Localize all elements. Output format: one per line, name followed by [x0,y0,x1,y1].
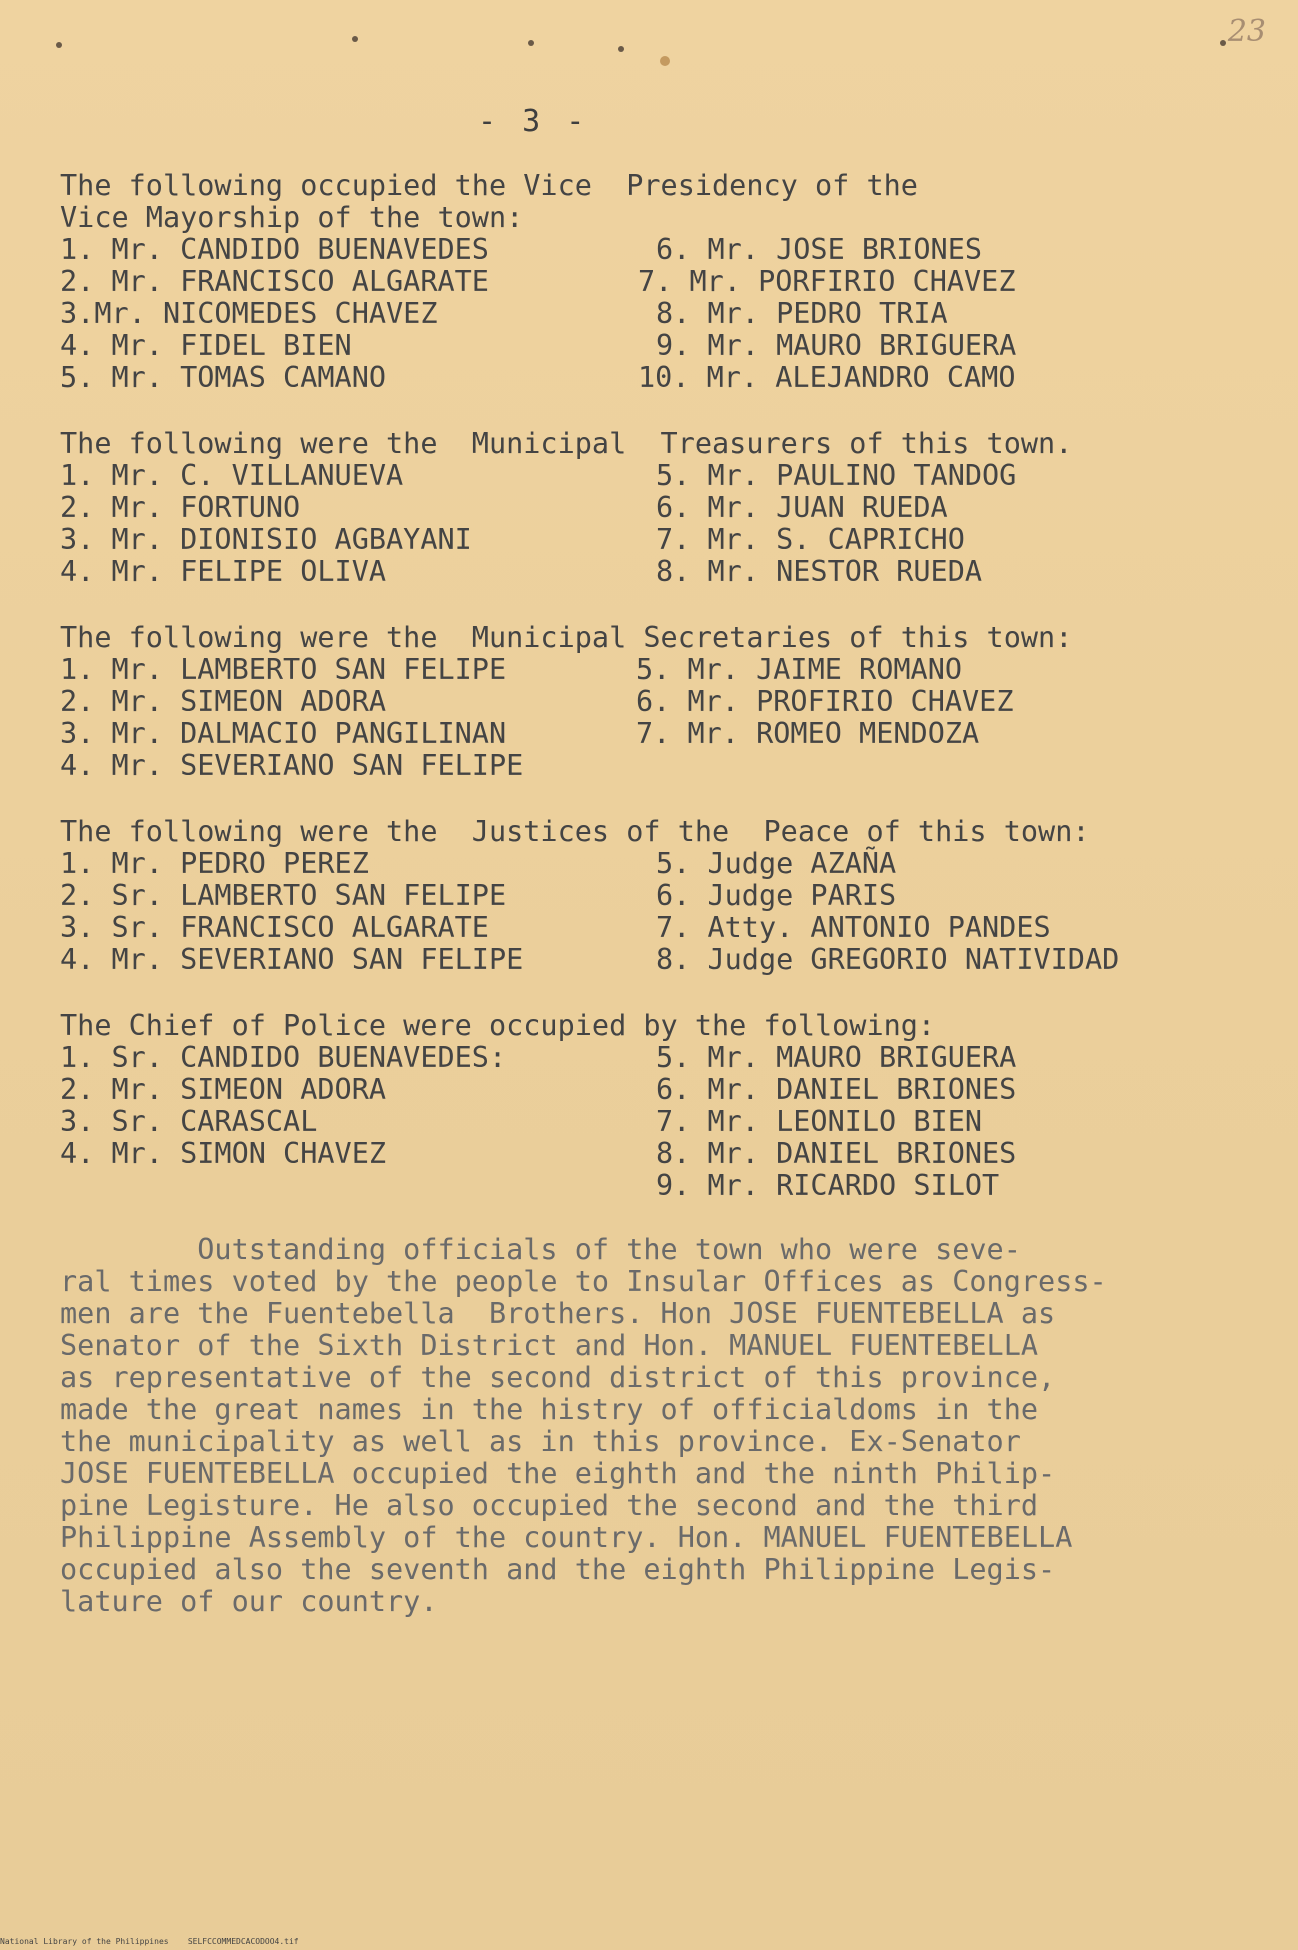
secretaries-list-item: 2. Mr. SIMEON ADORA [60,685,387,718]
police-list-item: 1. Sr. CANDIDO BUENAVEDES: [60,1041,507,1074]
treasurers-list-item: 3. Mr. DIONISIO AGBAYANI [60,523,472,556]
police-list-item: 4. Mr. SIMON CHAVEZ [60,1137,387,1170]
vice-list-item: 3.Mr. NICOMEDES CHAVEZ [60,297,438,330]
secretaries-list-item: 7. Mr. ROMEO MENDOZA [636,717,980,750]
justices-list-item: 6. Judge PARIS [656,879,897,912]
paragraph-line: Senator of the Sixth District and Hon. MANUEL FUENTEBELLA [60,1329,1039,1362]
paragraph-line: the municipality as well as in this province. Ex-Senator [60,1425,1021,1458]
police-list-item: 3. Sr. CARASCAL [60,1105,318,1138]
page-number: - 3 - [478,104,589,139]
paragraph-line: lature of our country. [60,1585,438,1618]
paper-speck [56,42,62,48]
secretaries-list-item: 4. Mr. SEVERIANO SAN FELIPE [60,749,524,782]
paragraph-line: Outstanding officials of the town who were seve- [60,1233,1021,1266]
justices-list-item: 1. Mr. PEDRO PEREZ [60,847,369,880]
treasurers-list-item: 4. Mr. FELIPE OLIVA [60,555,387,588]
treasurers-list-item: 7. Mr. S. CAPRICHO [656,523,965,556]
treasurers-list-item: 1. Mr. C. VILLANUEVA [60,459,404,492]
vice-list-item: 1. Mr. CANDIDO BUENAVEDES [60,233,489,266]
paragraph-line: JOSE FUENTEBELLA occupied the eighth and the ninth Philip- [60,1457,1056,1490]
vice-list-item: 7. Mr. PORFIRIO CHAVEZ [638,265,1016,298]
police-list-item: 6. Mr. DANIEL BRIONES [656,1073,1017,1106]
paper-stain [660,56,670,66]
vice-list-item: 9. Mr. MAURO BRIGUERA [656,329,1017,362]
justices-list-item: 5. Judge AZAÑA [656,847,897,880]
justices-list-item: 7. Atty. ANTONIO PANDES [656,911,1051,944]
secretaries-list-item: 6. Mr. PROFIRIO CHAVEZ [636,685,1014,718]
secretaries-intro: The following were the Municipal Secretaries of this town: [60,621,1073,654]
treasurers-intro: The following were the Municipal Treasurers of this town. [60,427,1073,460]
paragraph-line: men are the Fuentebella Brothers. Hon JOSE FUENTEBELLA as [60,1297,1056,1330]
police-list-item: 5. Mr. MAURO BRIGUERA [656,1041,1017,1074]
paper-speck [528,40,534,46]
paragraph-line: pine Legisture. He also occupied the second and the third [60,1489,1039,1522]
police-list-item: 8. Mr. DANIEL BRIONES [656,1137,1017,1170]
vice-list-item: 4. Mr. FIDEL BIEN [60,329,352,362]
vice-list-item: 6. Mr. JOSE BRIONES [656,233,983,266]
treasurers-list-item: 5. Mr. PAULINO TANDOG [656,459,1017,492]
paper-speck [352,36,358,42]
paragraph-line: made the great names in the histry of officialdoms in the [60,1393,1039,1426]
vice-list-item: 5. Mr. TOMAS CAMANO [60,361,387,394]
vice-intro-line-1: The following occupied the Vice Presidency of the [60,169,918,202]
secretaries-list-item: 3. Mr. DALMACIO PANGILINAN [60,717,507,750]
justices-list-item: 3. Sr. FRANCISCO ALGARATE [60,911,489,944]
secretaries-list-item: 5. Mr. JAIME ROMANO [636,653,963,686]
justices-intro: The following were the Justices of the Peace of this town: [60,815,1090,848]
vice-list-item: 8. Mr. PEDRO TRIA [656,297,948,330]
treasurers-list-item: 8. Mr. NESTOR RUEDA [656,555,983,588]
paragraph-line: ral times voted by the people to Insular Offices as Congress- [60,1265,1107,1298]
treasurers-list-item: 2. Mr. FORTUNO [60,491,301,524]
paper-speck [1220,40,1226,46]
vice-list-item: 10. Mr. ALEJANDRO CAMO [638,361,1016,394]
paragraph-line: Philippine Assembly of the country. Hon. MANUEL FUENTEBELLA [60,1521,1073,1554]
archive-footer: National Library of the Philippines SELFCCOMMEDCACODOO4.tif [0,1937,299,1946]
vice-intro-line-2: Vice Mayorship of the town: [60,201,524,234]
closing-paragraph [60,1234,1240,1618]
paragraph-line: as representative of the second district of this province, [60,1361,1056,1394]
vice-list-item: 2. Mr. FRANCISCO ALGARATE [60,265,489,298]
police-list-item: 9. Mr. RICARDO SILOT [656,1169,1000,1202]
justices-list-item: 2. Sr. LAMBERTO SAN FELIPE [60,879,507,912]
police-list-item: 7. Mr. LEONILO BIEN [656,1105,983,1138]
margin-page-note: 23 [1227,14,1266,49]
police-list-item: 2. Mr. SIMEON ADORA [60,1073,387,1106]
paper-speck [618,46,624,52]
justices-list-item: 8. Judge GREGORIO NATIVIDAD [656,943,1120,976]
paragraph-line: occupied also the seventh and the eighth Philippine Legis- [60,1553,1056,1586]
police-intro: The Chief of Police were occupied by the following: [60,1009,936,1042]
secretaries-list-item: 1. Mr. LAMBERTO SAN FELIPE [60,653,507,686]
treasurers-list-item: 6. Mr. JUAN RUEDA [656,491,948,524]
justices-list-item: 4. Mr. SEVERIANO SAN FELIPE [60,943,524,976]
